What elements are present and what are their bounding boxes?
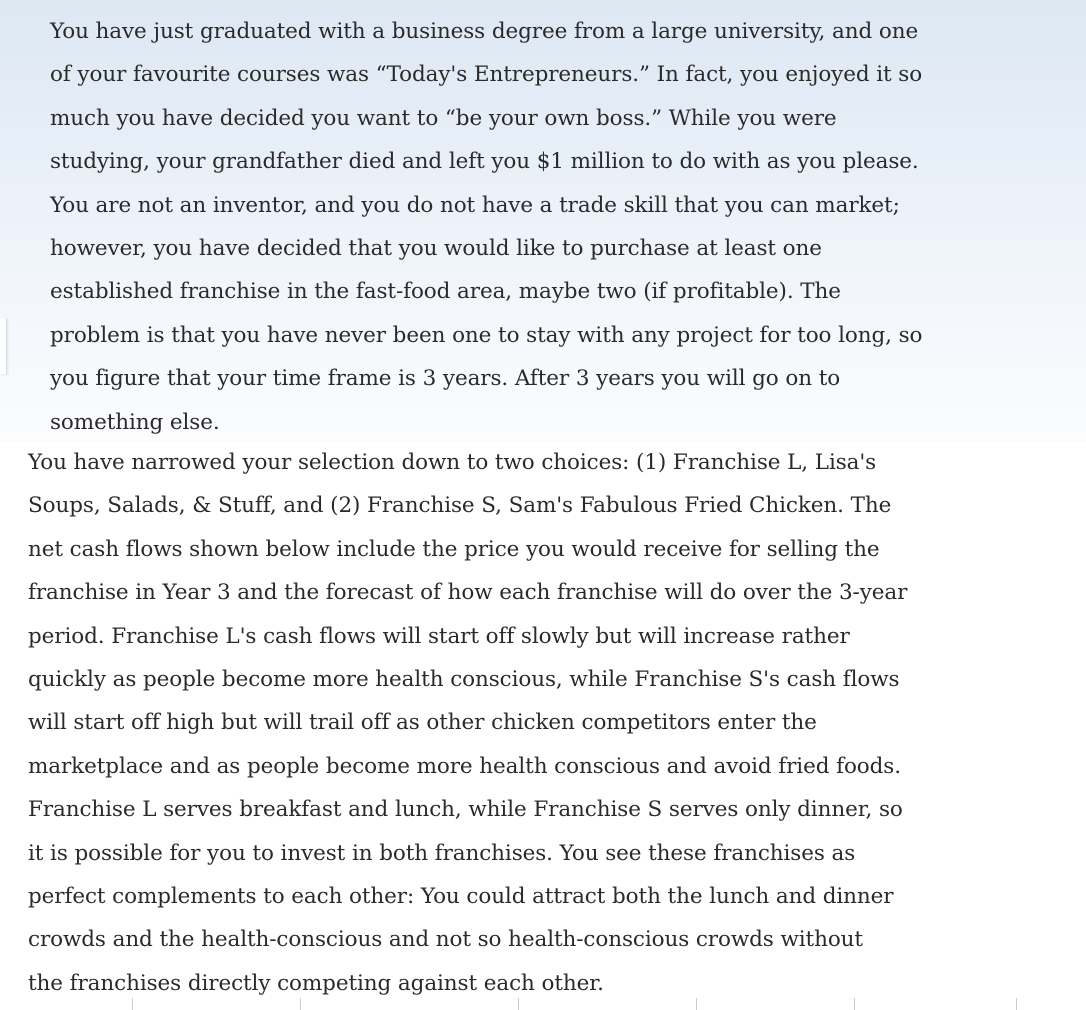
ruler-tick (854, 998, 855, 1010)
text-line: will start off high but will trail off as other chicken competitors enter the (28, 710, 817, 736)
text-line: the franchises directly competing against each other. (28, 970, 604, 996)
text-line: crowds and the health-conscious and not so health-conscious crowds without (28, 927, 863, 953)
text-line: you figure that your time frame is 3 years. After 3 years you will go on to (50, 366, 841, 392)
text-line: You have just graduated with a business degree from a large university, and one (50, 19, 919, 44)
paragraph-intro (50, 10, 1080, 444)
text-line: something else. (50, 409, 220, 435)
text-line: period. Franchise L's cash flows will start off slowly but will increase rather (28, 623, 850, 649)
text-line: You have narrowed your selection down to two choices: (1) Franchise L, Lisa's (28, 450, 877, 475)
text-line: perfect complements to each other: You could attract both the lunch and dinner (28, 884, 894, 910)
text-line: Soups, Salads, & Stuff, and (2) Franchise S, Sam's Fabulous Fried Chicken. The (28, 493, 892, 519)
ruler-tick (300, 998, 301, 1010)
text-line: much you have decided you want to “be your own boss.” While you were (50, 105, 837, 131)
text-line: studying, your grandfather died and left you $1 million to do with as you please. (50, 149, 919, 175)
text-line: quickly as people become more health conscious, while Franchise S's cash flows (28, 667, 900, 693)
ruler-tick (518, 998, 519, 1010)
side-panel-tab[interactable] (0, 318, 7, 374)
paragraph-franchise-choices (28, 441, 1078, 1005)
text-line: problem is that you have never been one to stay with any project for too long, so (50, 322, 923, 348)
text-line: however, you have decided that you would like to purchase at least one (50, 236, 822, 262)
text-line: Franchise L serves breakfast and lunch, while Franchise S serves only dinner, so (28, 797, 903, 823)
ruler-tick (132, 998, 133, 1010)
text-line: marketplace and as people become more health conscious and avoid fried foods. (28, 753, 901, 779)
text-line: franchise in Year 3 and the forecast of how each franchise will do over the 3-year (28, 580, 908, 606)
ruler-tick (1016, 998, 1017, 1010)
text-line: You are not an inventor, and you do not have a trade skill that you can market; (50, 192, 900, 218)
text-line: of your favourite courses was “Today's Entrepreneurs.” In fact, you enjoyed it so (50, 62, 923, 88)
text-line: net cash flows shown below include the price you would receive for selling the (28, 536, 880, 562)
text-line: established franchise in the fast-food area, maybe two (if profitable). The (50, 279, 841, 305)
table-ruler (0, 998, 1086, 1010)
ruler-tick (696, 998, 697, 1010)
text-line: it is possible for you to invest in both franchises. You see these franchises as (28, 840, 856, 866)
